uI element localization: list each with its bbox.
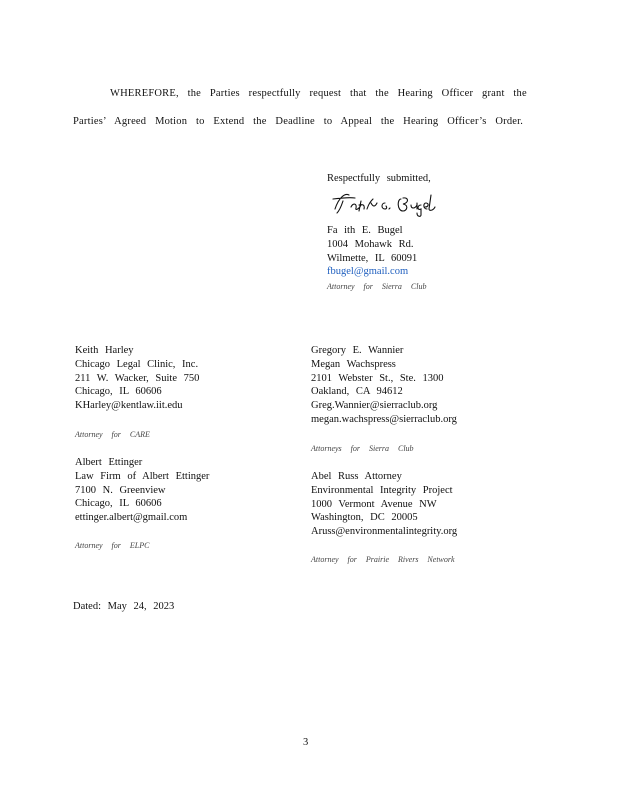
wannier-address-1: 2101 Webster St., Ste. 1300 bbox=[311, 372, 444, 384]
attorney-block-wannier bbox=[311, 344, 457, 427]
ettinger-org: Law Firm of Albert Ettinger bbox=[75, 470, 210, 482]
russ-name: Abel Russ Attorney bbox=[311, 471, 402, 482]
wachspress-name: Megan Wachspress bbox=[311, 358, 396, 370]
wannier-role: Attorneys for Sierra Club bbox=[311, 444, 414, 453]
paragraph-line-1: WHEREFORE, the Parties respectfully request that the Hearing Officer grant the bbox=[110, 88, 527, 99]
russ-email: Aruss@environmentalintegrity.org bbox=[311, 526, 458, 538]
harley-address-2: Chicago, IL 60606 bbox=[75, 386, 162, 398]
harley-address-1: 211 W. Wacker, Suite 750 bbox=[75, 372, 200, 384]
wannier-email: Greg.Wannier@sierraclub.org bbox=[311, 400, 438, 412]
paragraph-line-2: Parties’ Agreed Motion to Extend the Deadline to Appeal the Hearing Officer’s Order. bbox=[73, 116, 524, 127]
harley-org: Chicago Legal Clinic, Inc. bbox=[75, 358, 199, 370]
attorney-block-ettinger bbox=[75, 456, 209, 525]
closing-email-link[interactable]: fbugel@gmail.com bbox=[327, 266, 409, 278]
ettinger-role: Attorney for ELPC bbox=[75, 541, 150, 550]
attorney-block-harley bbox=[75, 344, 199, 413]
signature-image bbox=[329, 189, 451, 217]
closing-signature-block bbox=[327, 224, 417, 279]
closing-salutation: Respectfully submitted, bbox=[327, 173, 431, 184]
closing-name: Fa ith E. Bugel bbox=[327, 225, 403, 236]
dated-line: Dated: May 24, 2023 bbox=[73, 601, 175, 612]
ettinger-address-1: 7100 N. Greenview bbox=[75, 484, 166, 496]
wannier-address-2: Oakland, CA 94612 bbox=[311, 386, 403, 398]
ettinger-address-2: Chicago, IL 60606 bbox=[75, 498, 162, 510]
closing-role: Attorney for Sierra Club bbox=[327, 282, 427, 291]
russ-address-2: Washington, DC 20005 bbox=[311, 512, 418, 524]
wachspress-email: megan.wachspress@sierraclub.org bbox=[311, 413, 457, 425]
wannier-name: Gregory E. Wannier bbox=[311, 345, 404, 356]
page-number: 3 bbox=[303, 737, 309, 748]
russ-org: Environmental Integrity Project bbox=[311, 484, 453, 496]
closing-address-2: Wilmette, IL 60091 bbox=[327, 252, 418, 264]
attorney-block-russ bbox=[311, 470, 457, 539]
harley-role: Attorney for CARE bbox=[75, 430, 150, 439]
russ-address-1: 1000 Vermont Avenue NW bbox=[311, 498, 437, 510]
ettinger-email: ettinger.albert@gmail.com bbox=[75, 512, 188, 524]
ettinger-name: Albert Ettinger bbox=[75, 457, 143, 468]
harley-email: KHarley@kentlaw.iit.edu bbox=[75, 400, 183, 412]
closing-address-1: 1004 Mohawk Rd. bbox=[327, 238, 414, 250]
russ-role: Attorney for Prairie Rivers Network bbox=[311, 555, 455, 564]
harley-name: Keith Harley bbox=[75, 345, 134, 356]
